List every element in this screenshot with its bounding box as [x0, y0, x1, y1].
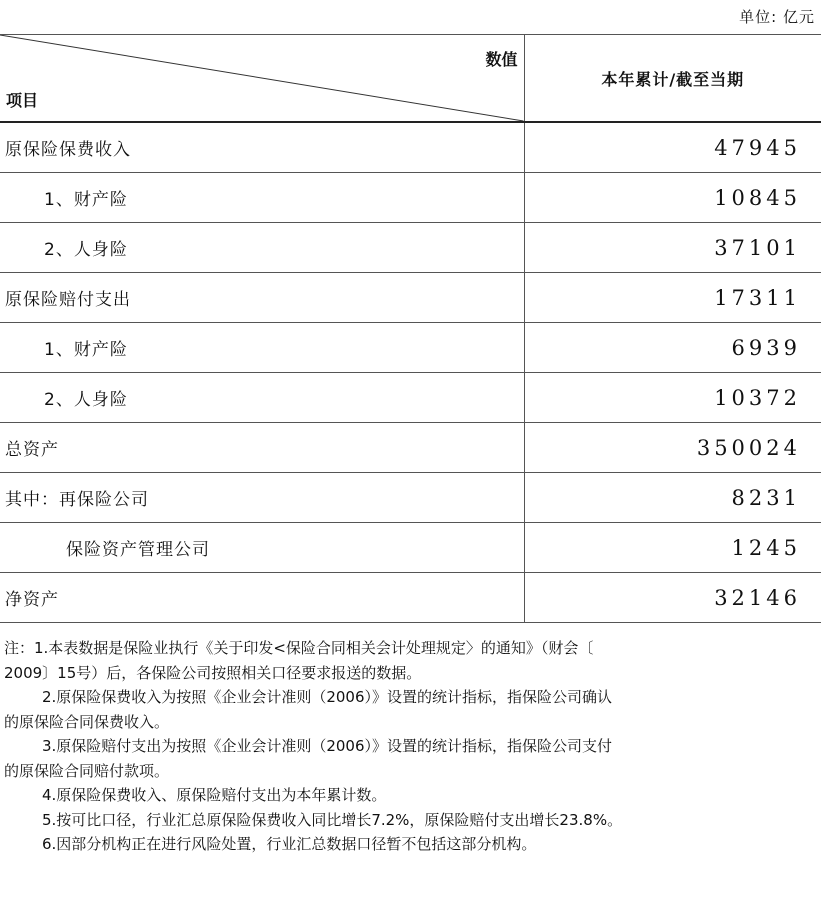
row-value: 10845 — [524, 173, 821, 223]
diagonal-line — [0, 35, 524, 121]
row-value: 17311 — [524, 273, 821, 323]
notes-section — [0, 636, 821, 857]
diagonal-header-cell — [0, 35, 524, 123]
unit-label: 单位: 亿元 — [739, 8, 815, 26]
table-row — [0, 323, 821, 373]
header-value-label: 数值 — [485, 50, 518, 69]
header-item-label: 项目 — [6, 91, 39, 110]
note-line: 的原保险合同赔付款项。 — [4, 761, 170, 780]
note-line: 5.按可比口径，行业汇总原保险保费收入同比增长7.2%，原保险赔付支出增长23.8%。 — [42, 810, 623, 829]
note-line: 的原保险合同保费收入。 — [4, 712, 170, 731]
row-value: 37101 — [524, 223, 821, 273]
note-line: 2009〕15号）后，各保险公司按照相关口径要求报送的数据。 — [4, 663, 422, 682]
insurance-stats-table — [0, 34, 821, 623]
note-line: 3.原保险赔付支出为按照《企业会计准则（2006）》设置的统计指标，指保险公司支付 — [42, 737, 612, 755]
table-row — [0, 122, 821, 173]
row-label: 保险资产管理公司 — [0, 523, 524, 573]
table-row — [0, 273, 821, 323]
table-row — [0, 523, 821, 573]
note-line: 4.原保险保费收入、原保险赔付支出为本年累计数。 — [42, 786, 387, 804]
insurance-stats-table-wrapper — [0, 34, 821, 623]
row-value: 47945 — [524, 122, 821, 173]
note-line: 2.原保险保费收入为按照《企业会计准则（2006）》设置的统计指标，指保险公司确认 — [42, 688, 612, 706]
table-row — [0, 223, 821, 273]
table-row — [0, 573, 821, 623]
row-value: 1245 — [524, 523, 821, 573]
table-row — [0, 173, 821, 223]
row-label: 其中：再保险公司 — [0, 473, 524, 523]
table-row — [0, 423, 821, 473]
row-value: 350024 — [524, 423, 821, 473]
row-value: 8231 — [524, 473, 821, 523]
row-label: 原保险赔付支出 — [0, 273, 524, 323]
row-value: 6939 — [524, 323, 821, 373]
note-line: 注：1.本表数据是保险业执行《关于印发<保险合同相关会计处理规定〉的通知》（财会〔 — [4, 639, 594, 657]
row-label: 1、财产险 — [0, 173, 524, 223]
row-label: 2、人身险 — [0, 223, 524, 273]
note-line: 6.因部分机构正在进行风险处置，行业汇总数据口径暂不包括这部分机构。 — [42, 835, 537, 853]
row-label: 总资产 — [0, 423, 524, 473]
row-label: 1、财产险 — [0, 323, 524, 373]
table-header-row — [0, 35, 821, 123]
table-row — [0, 473, 821, 523]
row-label: 2、人身险 — [0, 373, 524, 423]
header-column-label: 本年累计/截至当期 — [524, 35, 821, 123]
table-row — [0, 373, 821, 423]
row-label: 净资产 — [0, 573, 524, 623]
row-value: 10372 — [524, 373, 821, 423]
row-label: 原保险保费收入 — [0, 122, 524, 173]
row-value: 32146 — [524, 573, 821, 623]
